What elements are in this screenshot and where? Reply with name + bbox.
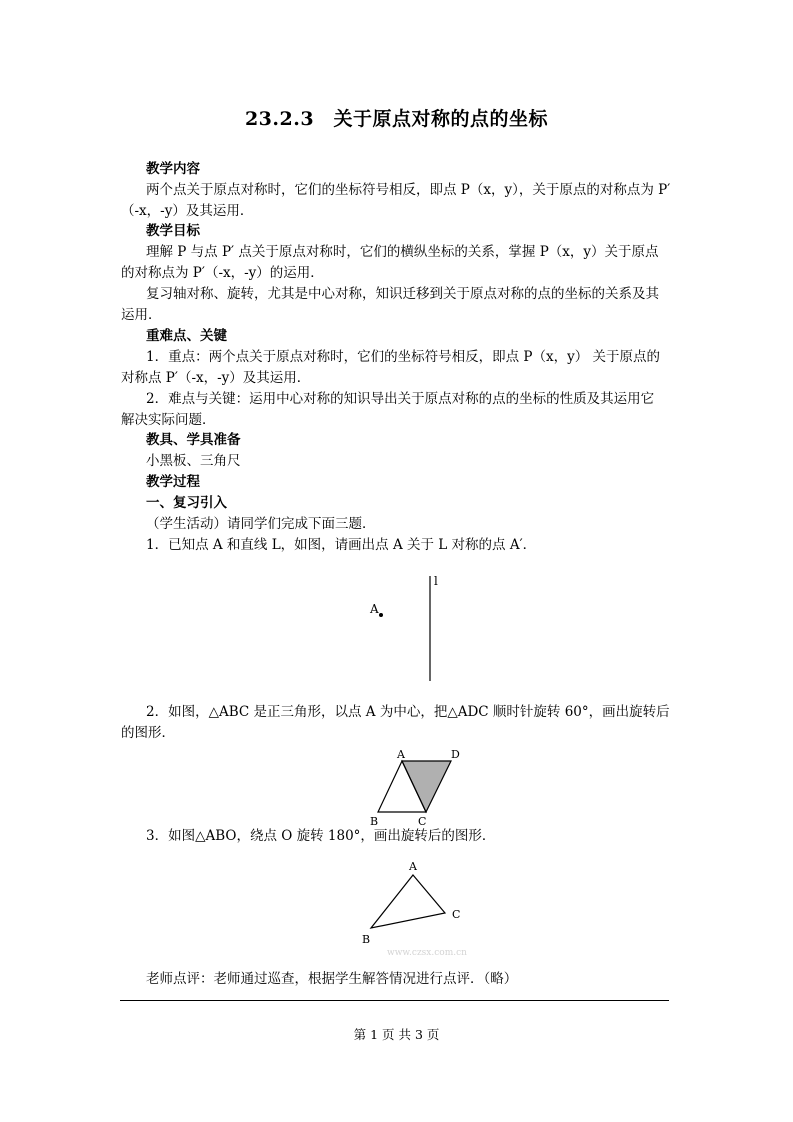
label-a: A	[397, 748, 405, 761]
goal-line: 复习轴对称、旋转，尤其是中心对称，知识迁移到关于原点对称的点的坐标的关系及其	[146, 286, 659, 302]
content-line: 两个点关于原点对称时，它们的坐标符号相反，即点 P（x，y），关于原点的对称点为 P′	[146, 182, 671, 198]
label-c: C	[418, 815, 427, 828]
tools-line: 小黑板、三角尺	[146, 453, 241, 469]
goal-line: 理解 P 与点 P′ 点关于原点对称时，它们的横纵坐标的关系，掌握 P（x，y）关于原点	[146, 244, 659, 260]
activity-line: （学生活动）请同学们完成下面三题．	[146, 516, 376, 532]
key-line: 解决实际问题．	[121, 412, 216, 428]
triangle-adc	[402, 761, 451, 812]
footer-divider	[120, 1000, 669, 1001]
page-footer: 第 1 页 共 3 页	[353, 1027, 440, 1042]
line-l-label: l	[434, 574, 438, 588]
page-title: 23.2.3 关于原点对称的点的坐标	[244, 108, 549, 130]
label-b: B	[362, 933, 371, 946]
goal-line: 的对称点为 P′（-x，-y）的运用．	[121, 265, 324, 281]
label-a: A	[409, 860, 417, 873]
process-heading: 教学过程	[146, 474, 200, 490]
content-heading: 教学内容	[146, 161, 200, 177]
label-c: C	[452, 908, 461, 921]
tools-heading: 教具、学具准备	[146, 432, 241, 448]
point-a-label: A	[370, 602, 379, 616]
key-line: 2．难点与关键：运用中心对称的知识导出关于原点对称的点的坐标的性质及其运用它	[146, 391, 655, 407]
label-b: B	[370, 815, 379, 828]
goal-line: 运用．	[121, 307, 162, 323]
point-a	[379, 613, 383, 617]
figure-2-rotation	[365, 744, 465, 829]
label-d: D	[451, 748, 460, 761]
teacher-comment: 老师点评：老师通过巡查，根据学生解答情况进行点评．（略）	[146, 971, 518, 987]
figure-3-rotation	[355, 855, 475, 955]
triangle-abo	[371, 875, 445, 928]
content-line: （-x，-y）及其运用．	[121, 203, 254, 219]
key-line: 对称点 P′（-x，-y）及其运用．	[121, 370, 311, 386]
key-line: 1．重点：两个点关于原点对称时，它们的坐标符号相反，即点 P（x，y） 关于原点的	[146, 349, 660, 365]
key-heading: 重难点、关键	[146, 328, 227, 344]
goal-heading: 教学目标	[146, 223, 200, 239]
question-3: 3．如图△ABO，绕点 O 旋转 180°，画出旋转后的图形．	[146, 828, 496, 844]
review-heading: 一、复习引入	[146, 495, 227, 511]
question-2: 2．如图，△ABC 是正三角形，以点 A 为中心，把△ADC 顺时针旋转 60°，画出旋转后	[146, 704, 670, 720]
watermark: www.czsx.com.cn	[387, 948, 467, 955]
question-1: 1．已知点 A 和直线 L，如图，请画出点 A 关于 L 对称的点 A′．	[146, 537, 537, 553]
question-2-cont: 的图形．	[121, 725, 175, 741]
figure-1-reflection	[360, 570, 460, 685]
